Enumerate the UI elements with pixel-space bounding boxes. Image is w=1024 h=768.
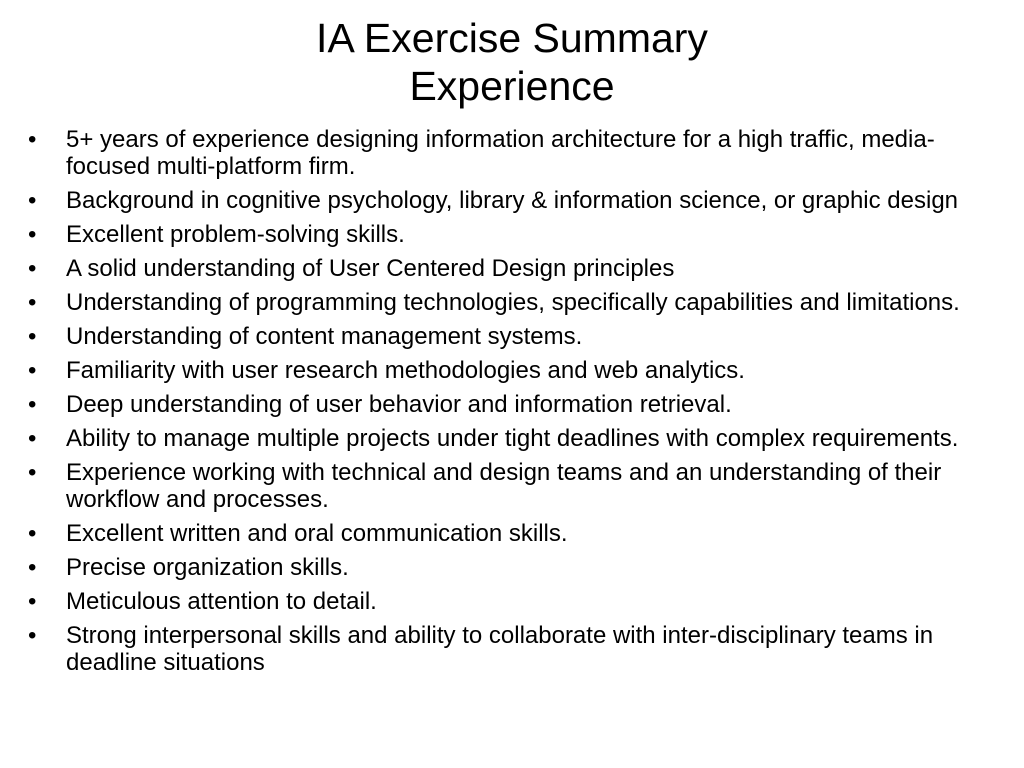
bullet-text: Excellent problem-solving skills. xyxy=(66,221,405,248)
bullet-text: Understanding of content management systems. xyxy=(66,323,583,350)
slide-title-line-1: IA Exercise Summary xyxy=(316,15,708,61)
bullet-item xyxy=(28,622,1018,676)
bullet-text: Ability to manage multiple projects under tight deadlines with complex requirements. xyxy=(66,425,959,452)
bullet-text: Strong interpersonal skills and ability to collaborate with inter-disciplinary teams in deadline situations xyxy=(66,622,934,676)
bullet-item xyxy=(28,520,1018,547)
bullet-icon: • xyxy=(28,391,37,418)
bullet-item xyxy=(28,391,1018,418)
bullet-item xyxy=(28,357,1018,384)
bullet-icon: • xyxy=(28,520,37,547)
bullet-icon: • xyxy=(28,554,37,581)
bullet-list xyxy=(28,126,1018,683)
bullet-icon: • xyxy=(28,255,37,282)
bullet-item xyxy=(28,588,1018,615)
bullet-icon: • xyxy=(28,622,37,649)
bullet-icon: • xyxy=(28,588,37,615)
bullet-item xyxy=(28,289,1018,316)
slide-title xyxy=(0,14,1024,110)
bullet-icon: • xyxy=(28,187,37,214)
bullet-text: Familiarity with user research methodologies and web analytics. xyxy=(66,357,745,384)
bullet-text: Deep understanding of user behavior and information retrieval. xyxy=(66,391,732,418)
bullet-icon: • xyxy=(28,323,37,350)
bullet-text: Understanding of programming technologies, specifically capabilities and limitations. xyxy=(66,289,960,316)
bullet-icon: • xyxy=(28,289,37,316)
bullet-icon: • xyxy=(28,221,37,248)
bullet-text: 5+ years of experience designing information architecture for a high traffic, media-focused multi-platform firm. xyxy=(66,126,935,180)
bullet-item xyxy=(28,187,1018,214)
bullet-item xyxy=(28,425,1018,452)
slide-title-line-2: Experience xyxy=(409,63,615,109)
bullet-text: Experience working with technical and design teams and an understanding of their workflow and processes. xyxy=(66,459,942,513)
bullet-item xyxy=(28,459,1018,513)
bullet-item xyxy=(28,323,1018,350)
bullet-item xyxy=(28,221,1018,248)
bullet-icon: • xyxy=(28,126,37,153)
bullet-icon: • xyxy=(28,425,37,452)
bullet-text: A solid understanding of User Centered Design principles xyxy=(66,255,675,282)
bullet-text: Background in cognitive psychology, library & information science, or graphic design xyxy=(66,187,959,214)
bullet-icon: • xyxy=(28,357,37,384)
bullet-icon: • xyxy=(28,459,37,486)
bullet-text: Meticulous attention to detail. xyxy=(66,588,377,615)
bullet-item xyxy=(28,126,1018,180)
bullet-text: Excellent written and oral communication skills. xyxy=(66,520,568,547)
bullet-item xyxy=(28,554,1018,581)
bullet-text: Precise organization skills. xyxy=(66,554,349,581)
bullet-item xyxy=(28,255,1018,282)
